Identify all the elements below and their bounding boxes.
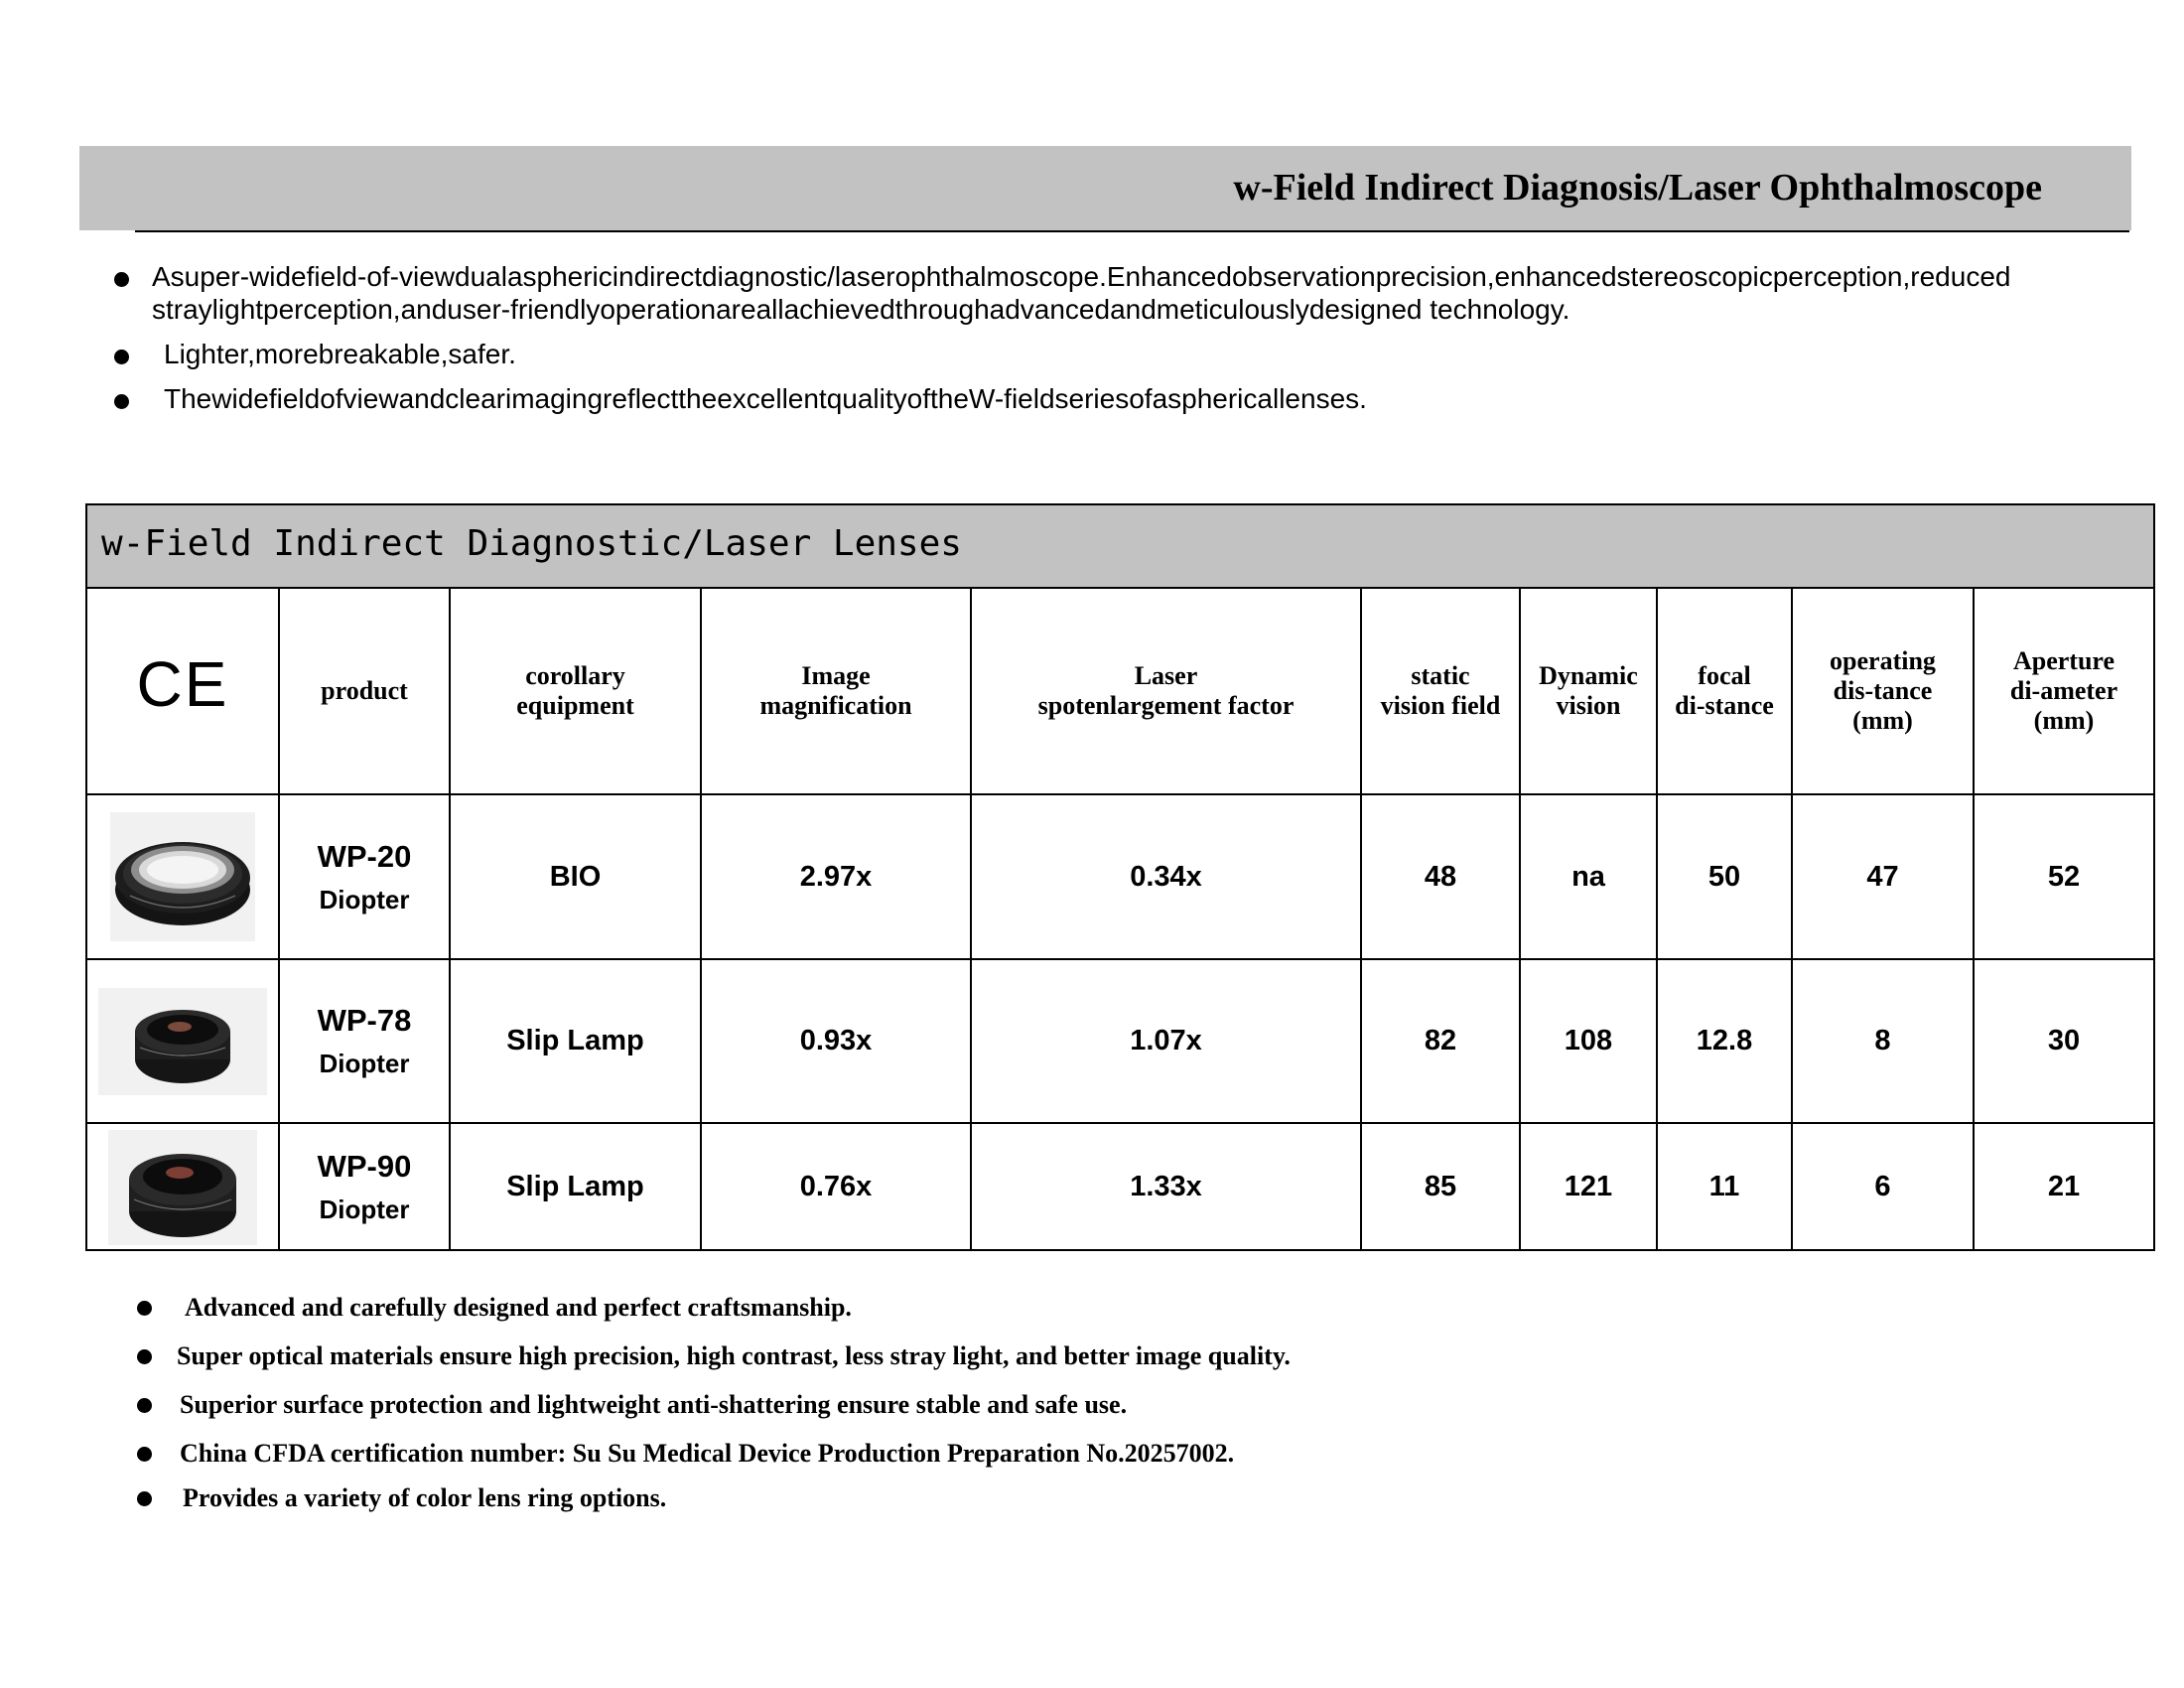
feature-item xyxy=(135,1293,2021,1341)
magnification-cell: 0.93x xyxy=(701,959,971,1123)
feature-item xyxy=(135,1439,2021,1483)
features-list xyxy=(135,1293,2021,1532)
operating-distance-cell: 8 xyxy=(1792,959,1974,1123)
table-caption-text: w-Field Indirect Diagnostic/Laser Lenses xyxy=(101,523,962,564)
product-cell: WP-20 Diopter xyxy=(279,794,450,959)
header-laser: Laser spotenlargement factor xyxy=(971,589,1361,794)
dynamic-vision-cell: 108 xyxy=(1520,959,1657,1123)
header-product: product xyxy=(279,589,450,794)
lens-image xyxy=(98,988,267,1095)
lens-image xyxy=(110,812,255,941)
product-image-cell xyxy=(87,794,279,959)
feature-text: Super optical materials ensure high precision, high contrast, less stray light, and better image quality. xyxy=(177,1341,1291,1370)
product-cell: WP-78 Diopter xyxy=(279,959,450,1123)
focal-distance-cell: 50 xyxy=(1657,794,1792,959)
aperture-cell: 30 xyxy=(1974,959,2153,1123)
bullet-icon xyxy=(114,394,129,409)
table-caption xyxy=(87,505,2153,589)
magnification-cell: 2.97x xyxy=(701,794,971,959)
static-vision-cell: 48 xyxy=(1361,794,1520,959)
header-equipment: corollary equipment xyxy=(450,589,701,794)
equipment-cell: BIO xyxy=(450,794,701,959)
ce-mark-icon: CE xyxy=(136,648,229,720)
bullet-icon xyxy=(137,1491,152,1506)
feature-item xyxy=(135,1341,2021,1390)
bullet-icon xyxy=(137,1349,152,1364)
laser-cell: 0.34x xyxy=(971,794,1361,959)
intro-item xyxy=(112,382,2127,415)
dynamic-vision-cell: na xyxy=(1520,794,1657,959)
product-image-cell xyxy=(87,959,279,1123)
intro-list xyxy=(112,260,2127,425)
lens-image xyxy=(108,1130,257,1245)
header-operating-distance: operating dis-tance (mm) xyxy=(1792,589,1974,794)
aperture-cell: 21 xyxy=(1974,1123,2153,1250)
header-dynamic-vision: Dynamic vision xyxy=(1520,589,1657,794)
bullet-icon xyxy=(114,272,129,287)
equipment-cell: Slip Lamp xyxy=(450,1123,701,1250)
intro-item xyxy=(112,260,2127,326)
intro-item xyxy=(112,338,2127,370)
bullet-icon xyxy=(114,350,129,364)
intro-text: Lighter,morebreakable,safer. xyxy=(164,339,516,369)
header-rule xyxy=(135,230,2129,232)
header-bar xyxy=(79,146,2131,230)
static-vision-cell: 85 xyxy=(1361,1123,1520,1250)
focal-distance-cell: 11 xyxy=(1657,1123,1792,1250)
header-static-vision: static vision field xyxy=(1361,589,1520,794)
feature-text: China CFDA certification number: Su Su Medical Device Production Preparation No.20257002. xyxy=(180,1439,1235,1468)
intro-text: Asuper-widefield-of-viewdualasphericindirectdiagnostic/laserophthalmoscope.Enhancedobservationprecision,enhancedstereoscopicperception,reduced straylightperception,anduser-friendlyoperationareallachievedthroughadvancedandmeticulouslydesigned technology. xyxy=(152,261,2011,325)
intro-text: ThewidefieldofviewandclearimagingreflecttheexcellentqualityoftheW-fieldseriesofasphericallenses. xyxy=(164,383,1367,414)
feature-text: Provides a variety of color lens ring options. xyxy=(183,1483,667,1512)
equipment-cell: Slip Lamp xyxy=(450,959,701,1123)
table-row xyxy=(87,959,2153,1123)
table-row xyxy=(87,1123,2153,1250)
laser-cell: 1.33x xyxy=(971,1123,1361,1250)
feature-item xyxy=(135,1483,2021,1532)
laser-cell: 1.07x xyxy=(971,959,1361,1123)
aperture-cell: 52 xyxy=(1974,794,2153,959)
ce-mark-cell xyxy=(87,589,279,794)
page-title: w-Field Indirect Diagnosis/Laser Ophthalmoscope xyxy=(1233,167,2042,209)
bullet-icon xyxy=(137,1301,152,1316)
static-vision-cell: 82 xyxy=(1361,959,1520,1123)
operating-distance-cell: 47 xyxy=(1792,794,1974,959)
dynamic-vision-cell: 121 xyxy=(1520,1123,1657,1250)
bullet-icon xyxy=(137,1447,152,1462)
table-header-row xyxy=(87,589,2153,794)
product-image-cell xyxy=(87,1123,279,1250)
lens-spec-table xyxy=(85,503,2155,1251)
focal-distance-cell: 12.8 xyxy=(1657,959,1792,1123)
operating-distance-cell: 6 xyxy=(1792,1123,1974,1250)
product-cell: WP-90 Diopter xyxy=(279,1123,450,1250)
bullet-icon xyxy=(137,1398,152,1413)
header-magnification: Image magnification xyxy=(701,589,971,794)
spec-table xyxy=(87,589,2153,1250)
magnification-cell: 0.76x xyxy=(701,1123,971,1250)
header-focal-distance: focal di-stance xyxy=(1657,589,1792,794)
header-aperture: Aperture di-ameter (mm) xyxy=(1974,589,2153,794)
feature-text: Superior surface protection and lightweight anti-shattering ensure stable and safe use. xyxy=(180,1390,1128,1419)
feature-item xyxy=(135,1390,2021,1439)
feature-text: Advanced and carefully designed and perfect craftsmanship. xyxy=(185,1293,852,1322)
table-row xyxy=(87,794,2153,959)
